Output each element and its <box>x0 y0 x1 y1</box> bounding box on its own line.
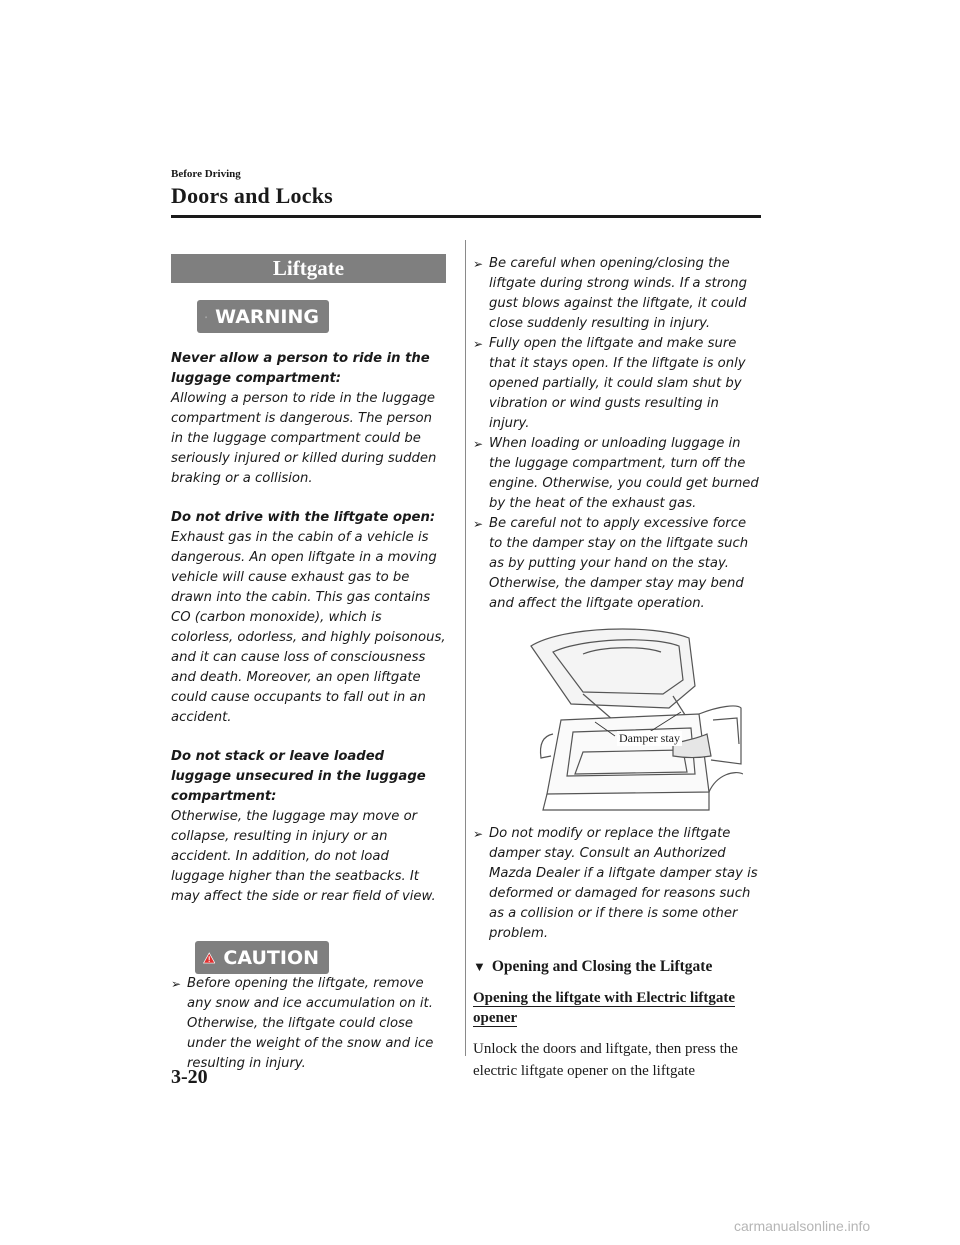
warning-title: Never allow a person to ride in the luggage compartment: <box>171 351 430 386</box>
section-label: Before Driving <box>171 168 241 180</box>
car-liftgate-drawing <box>523 624 743 814</box>
warning-label: WARNING <box>215 305 319 328</box>
caution-badge <box>195 941 329 974</box>
list-item: ➢ Before opening the liftgate, remove any snow and ice accumulation on it. Otherwise, the liftgate could close under the weight of the snow and ice resulting in injury. <box>171 976 434 1071</box>
warning-title: Do not drive with the liftgate open: <box>171 510 436 525</box>
alert-triangle-icon <box>205 307 207 327</box>
caution-list-right <box>473 254 763 614</box>
list-item: ➢ Fully open the liftgate and make sure that it stays open. If the liftgate is only opened partially, it could slam shut by vibration or wind gusts resulting in injury. <box>473 336 746 431</box>
liftgate-heading: Liftgate <box>171 254 446 283</box>
arrow-bullet-icon: ➢ <box>473 437 484 451</box>
warning-title: Do not stack or leave loaded luggage unsecured in the luggage compartment: <box>171 749 426 804</box>
down-triangle-icon: ▼ <box>473 959 486 974</box>
chapter-title: Doors and Locks <box>171 183 333 208</box>
header-rule <box>171 215 761 218</box>
arrow-bullet-icon: ➢ <box>171 977 182 991</box>
page-number: 3-20 <box>171 1066 208 1088</box>
warning-body: Exhaust gas in the cabin of a vehicle is dangerous. An open liftgate in a moving vehicle will cause exhaust gas to be drawn into the cabin. This gas contains CO (carbon monoxide), which is colorless, odorless, and highly poisonous, and it can cause loss of consciousness and death. Moreover, an open liftgate could cause occupants to fall out in an accident. <box>171 530 446 725</box>
watermark-text: carmanualsonline.info <box>734 1218 871 1234</box>
arrow-bullet-icon: ➢ <box>473 517 484 531</box>
caution-label: CAUTION <box>223 946 319 969</box>
liftgate-illustration <box>523 624 743 814</box>
body-paragraph: Unlock the doors and liftgate, then press the electric liftgate opener on the liftgate <box>473 1041 738 1079</box>
list-item: ➢ Be careful not to apply excessive force to the damper stay on the liftgate such as by putting your hand on the stay. Otherwise, the damper stay may bend and affect the liftgate operation. <box>473 516 749 611</box>
column-divider <box>465 240 466 1056</box>
arrow-bullet-icon: ➢ <box>473 827 484 841</box>
warning-badge <box>197 300 329 333</box>
arrow-bullet-icon: ➢ <box>473 337 484 351</box>
caution-list-right-after <box>473 824 763 944</box>
section-subheading: ▼ Opening and Closing the Liftgate <box>473 958 713 975</box>
alert-triangle-icon <box>203 948 215 968</box>
damper-stay-label: Damper stay <box>619 731 680 745</box>
list-item: ➢ Do not modify or replace the liftgate damper stay. Consult an Authorized Mazda Dealer if a liftgate damper stay is deformed or damaged for reasons such as a collision or if there is some other problem. <box>473 826 758 941</box>
list-item: ➢ When loading or unloading luggage in the luggage compartment, turn off the engine. Otherwise, you could get burned by the heat of the exhaust gas. <box>473 436 759 511</box>
warning-body: Otherwise, the luggage may move or collapse, resulting in injury or an accident. In addition, do not load luggage higher than the seatbacks. It may affect the side or rear field of view. <box>171 809 436 904</box>
subsection-heading: Opening the liftgate with Electric liftgate opener <box>473 990 736 1026</box>
list-item: ➢ Be careful when opening/closing the liftgate during strong winds. If a strong gust blows against the liftgate, it could close suddenly resulting in injury. <box>473 256 747 331</box>
warning-body: Allowing a person to ride in the luggage compartment is dangerous. The person in the luggage compartment could be seriously injured or killed during sudden braking or a collision. <box>171 391 437 486</box>
right-column <box>473 254 763 1082</box>
warning-list <box>171 349 446 907</box>
arrow-bullet-icon: ➢ <box>473 257 484 271</box>
caution-list-left <box>171 974 446 1074</box>
left-column <box>171 254 446 1074</box>
